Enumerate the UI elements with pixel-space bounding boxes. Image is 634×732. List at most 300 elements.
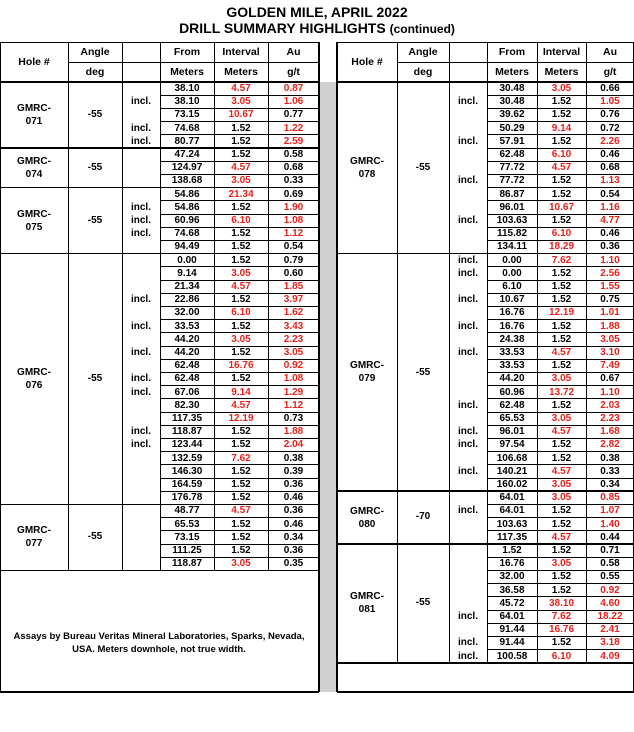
from-value: 146.30 (171, 465, 203, 477)
column-rule (336, 42, 337, 692)
incl-label: incl. (130, 320, 151, 332)
from-value: 97.54 (499, 439, 525, 451)
header-au-unit: g/t (287, 66, 300, 78)
from-value: 94.49 (174, 241, 200, 253)
from-value: 160.02 (496, 479, 528, 490)
from-value: 44.20 (174, 333, 200, 345)
interval-value: 1.52 (231, 135, 251, 147)
interval-value: 3.05 (231, 267, 251, 279)
from-value: 44.20 (499, 373, 525, 385)
from-value: 39.62 (499, 109, 525, 121)
interval-value: 21.34 (228, 188, 254, 200)
hole-angle: -55 (415, 597, 431, 608)
interval-value: 1.52 (551, 135, 572, 147)
header-from: From (498, 46, 526, 58)
interval-value: 3.05 (551, 492, 572, 504)
header-au: Au (286, 46, 301, 58)
title-line-2-main: DRILL SUMMARY HIGHLIGHTS (179, 20, 386, 36)
from-value: 117.35 (171, 413, 203, 424)
header-interval-unit: Meters (224, 66, 258, 78)
incl-label: incl. (130, 439, 151, 451)
from-value: 0.00 (502, 267, 522, 279)
from-value: 33.53 (499, 347, 525, 358)
au-value: 1.12 (283, 399, 304, 411)
hole-id: GMRC- 079 (350, 360, 384, 385)
interval-value: 3.05 (551, 413, 572, 424)
from-value: 140.21 (496, 465, 528, 477)
column-rule (160, 42, 161, 570)
incl-label: incl. (457, 294, 478, 306)
au-value: 0.75 (600, 294, 620, 306)
interval-value: 1.52 (551, 399, 572, 411)
column-rule (487, 42, 488, 663)
au-value: 2.04 (283, 439, 304, 451)
from-value: 73.15 (174, 531, 200, 543)
interval-value: 16.76 (228, 360, 254, 372)
interval-value: 1.52 (551, 267, 572, 279)
from-value: 96.01 (499, 201, 525, 213)
interval-value: 3.05 (551, 83, 572, 94)
from-value: 164.59 (171, 479, 203, 490)
from-value: 64.01 (499, 492, 525, 504)
title-line-1: GOLDEN MILE, APRIL 2022 (226, 4, 408, 20)
au-value: 2.41 (600, 624, 620, 636)
from-value: 30.48 (499, 83, 525, 94)
interval-value: 3.05 (231, 96, 251, 108)
au-value: 0.36 (283, 479, 304, 490)
interval-value: 7.62 (551, 611, 572, 622)
interval-value: 1.52 (551, 360, 572, 372)
from-value: 62.48 (174, 360, 200, 372)
header-au: Au (603, 46, 617, 58)
from-value: 0.00 (177, 254, 197, 266)
from-value: 74.68 (174, 122, 200, 134)
incl-label: incl. (130, 201, 151, 213)
au-value: 0.68 (283, 162, 304, 174)
from-value: 82.30 (174, 399, 200, 411)
au-value: 0.36 (283, 545, 304, 556)
hole-id: GMRC- 076 (17, 366, 51, 391)
incl-label: incl. (457, 175, 478, 187)
from-value: 73.15 (174, 109, 200, 121)
incl-label: incl. (130, 373, 151, 385)
header-angle: Angle (80, 46, 110, 58)
au-value: 3.10 (600, 347, 620, 358)
au-value: 3.05 (600, 333, 620, 345)
header-angle-unit: deg (413, 66, 433, 78)
from-value: 45.72 (499, 597, 525, 609)
au-value: 0.46 (283, 518, 304, 530)
from-value: 21.34 (174, 281, 200, 292)
report-title (0, 4, 634, 37)
interval-value: 16.76 (548, 624, 575, 636)
interval-value: 1.52 (231, 492, 251, 504)
row-rule (397, 62, 634, 63)
au-value: 1.88 (283, 426, 304, 438)
au-value: 1.16 (600, 201, 620, 213)
from-value: 106.68 (496, 452, 528, 464)
hole-angle: -55 (415, 162, 431, 173)
incl-label: incl. (130, 347, 151, 358)
header-interval-unit: Meters (544, 66, 579, 78)
from-value: 47.24 (174, 149, 200, 160)
header-hole: Hole # (18, 56, 50, 68)
interval-value: 3.05 (551, 479, 572, 490)
from-value: 124.97 (171, 162, 203, 174)
from-value: 176.78 (171, 492, 203, 504)
incl-label: incl. (457, 505, 478, 517)
hole-angle: -55 (87, 162, 103, 173)
au-value: 1.88 (600, 320, 620, 332)
from-value: 80.77 (174, 135, 200, 147)
from-value: 24.38 (499, 333, 525, 345)
au-value: 18.22 (597, 611, 623, 622)
au-value: 1.90 (283, 201, 304, 213)
from-value: 64.01 (499, 611, 525, 622)
from-value: 33.53 (174, 320, 200, 332)
au-value: 1.06 (283, 96, 304, 108)
interval-value: 4.57 (231, 162, 251, 174)
interval-value: 12.19 (228, 413, 254, 424)
interval-value: 1.52 (551, 637, 572, 649)
row-rule (68, 62, 319, 63)
row-rule (337, 691, 634, 692)
incl-label: incl. (457, 96, 478, 108)
au-value: 0.87 (283, 83, 304, 94)
interval-value: 9.14 (551, 122, 572, 134)
from-value: 91.44 (499, 637, 525, 649)
interval-value: 1.52 (231, 254, 251, 266)
interval-value: 4.57 (551, 162, 572, 174)
interval-value: 1.52 (231, 347, 251, 358)
interval-value: 1.52 (231, 122, 251, 134)
au-value: 1.01 (600, 307, 620, 319)
au-value: 0.36 (600, 241, 620, 253)
column-rule (397, 42, 398, 663)
au-value: 4.09 (600, 650, 620, 662)
incl-label: incl. (457, 426, 478, 438)
interval-value: 3.05 (551, 373, 572, 385)
from-value: 62.48 (499, 399, 525, 411)
au-value: 0.54 (600, 188, 620, 200)
incl-label: incl. (130, 228, 151, 240)
from-value: 38.10 (174, 83, 200, 94)
incl-label: incl. (457, 465, 478, 477)
interval-value: 1.52 (231, 149, 251, 160)
interval-value: 4.57 (551, 465, 572, 477)
au-value: 0.79 (283, 254, 304, 266)
interval-value: 1.52 (231, 518, 251, 530)
incl-label: incl. (457, 215, 478, 226)
interval-value: 4.57 (231, 399, 251, 411)
from-value: 38.10 (174, 96, 200, 108)
au-value: 2.82 (600, 439, 620, 451)
from-value: 115.82 (496, 228, 528, 240)
from-value: 10.67 (499, 294, 525, 306)
interval-value: 1.52 (551, 294, 572, 306)
from-value: 44.20 (174, 347, 200, 358)
hole-id: GMRC- 080 (350, 505, 384, 530)
interval-value: 3.05 (231, 175, 251, 187)
interval-value: 1.52 (551, 215, 572, 226)
incl-label: incl. (457, 650, 478, 662)
interval-value: 1.52 (231, 320, 251, 332)
au-value: 1.29 (283, 386, 304, 398)
interval-value: 3.05 (551, 558, 572, 570)
interval-value: 4.57 (231, 83, 251, 94)
au-value: 1.10 (600, 386, 620, 398)
au-value: 1.55 (600, 281, 620, 292)
column-rule (449, 42, 450, 663)
au-value: 3.05 (283, 347, 304, 358)
incl-label: incl. (130, 386, 151, 398)
incl-label: incl. (457, 347, 478, 358)
au-value: 1.13 (600, 175, 620, 187)
interval-value: 1.52 (551, 96, 572, 108)
from-value: 22.86 (174, 294, 200, 306)
from-value: 54.86 (174, 188, 200, 200)
interval-value: 9.14 (231, 386, 251, 398)
from-value: 96.01 (499, 426, 525, 438)
interval-value: 4.57 (231, 505, 251, 517)
interval-value: 38.10 (548, 597, 575, 609)
au-value: 1.12 (283, 228, 304, 240)
hole-angle: -55 (87, 214, 103, 226)
interval-value: 1.52 (551, 439, 572, 451)
interval-value: 1.52 (231, 228, 251, 240)
row-rule (337, 42, 634, 43)
assay-note: Assays by Bureau Veritas Mineral Laboratories, Sparks, Nevada, USA. Meters downhole, not true width. (13, 631, 305, 655)
interval-value: 1.52 (551, 505, 572, 517)
from-value: 134.11 (496, 241, 528, 253)
interval-value: 1.52 (551, 545, 572, 556)
from-value: 16.76 (499, 307, 525, 319)
au-value: 1.40 (600, 518, 620, 530)
hole-angle: -55 (87, 372, 103, 384)
au-value: 0.58 (283, 149, 304, 160)
au-value: 0.72 (600, 122, 620, 134)
au-value: 0.67 (600, 373, 620, 385)
interval-value: 12.19 (548, 307, 575, 319)
title-continued: (continued) (389, 22, 455, 36)
interval-value: 1.52 (551, 281, 572, 292)
from-value: 30.48 (499, 96, 525, 108)
au-value: 4.60 (600, 597, 620, 609)
au-value: 3.43 (283, 320, 304, 332)
au-value: 2.23 (283, 333, 304, 345)
from-value: 36.58 (499, 584, 525, 596)
au-value: 1.07 (600, 505, 620, 517)
au-value: 3.97 (283, 294, 304, 306)
from-value: 9.14 (177, 267, 197, 279)
from-value: 60.96 (174, 215, 200, 226)
au-value: 3.18 (600, 637, 620, 649)
from-value: 77.72 (499, 162, 525, 174)
column-gap (319, 82, 337, 692)
drill-summary-table (0, 42, 634, 692)
column-rule (0, 42, 1, 692)
interval-value: 4.57 (551, 531, 572, 543)
interval-value: 6.10 (231, 307, 251, 319)
interval-value: 1.52 (551, 320, 572, 332)
au-value: 4.77 (600, 215, 620, 226)
au-value: 0.85 (600, 492, 620, 504)
au-value: 0.54 (283, 241, 304, 253)
row-rule (0, 691, 319, 692)
interval-value: 6.10 (551, 650, 572, 662)
column-rule (537, 42, 538, 663)
au-value: 0.38 (283, 452, 304, 464)
au-value: 0.33 (600, 465, 620, 477)
interval-value: 6.10 (231, 215, 251, 226)
au-value: 0.55 (600, 571, 620, 583)
au-value: 0.33 (283, 175, 304, 187)
incl-label: incl. (457, 254, 478, 266)
interval-value: 3.05 (231, 333, 251, 345)
header-interval: Interval (542, 46, 581, 58)
from-value: 100.58 (496, 650, 528, 662)
from-value: 65.53 (174, 518, 200, 530)
from-value: 118.87 (171, 558, 203, 570)
from-value: 118.87 (171, 426, 203, 438)
au-value: 2.23 (600, 413, 620, 424)
interval-value: 3.05 (231, 558, 251, 570)
hole-angle: -55 (87, 531, 103, 543)
hole-id: GMRC- 081 (350, 591, 384, 616)
au-value: 0.58 (600, 558, 620, 570)
au-value: 0.34 (600, 479, 620, 490)
incl-label: incl. (457, 267, 478, 279)
interval-value: 7.62 (231, 452, 251, 464)
au-value: 0.68 (600, 162, 620, 174)
interval-value: 1.52 (231, 439, 251, 451)
from-value: 117.35 (496, 531, 528, 543)
column-rule (214, 42, 215, 570)
hole-id: GMRC- 078 (350, 155, 384, 180)
header-angle: Angle (408, 46, 438, 58)
interval-value: 1.52 (551, 333, 572, 345)
au-value: 1.22 (283, 122, 304, 134)
au-value: 2.59 (283, 135, 304, 147)
incl-label: incl. (130, 215, 151, 226)
from-value: 67.06 (174, 386, 200, 398)
from-value: 33.53 (499, 360, 525, 372)
interval-value: 10.67 (548, 201, 575, 213)
hole-angle: -55 (415, 366, 431, 378)
au-value: 1.05 (600, 96, 620, 108)
interval-value: 1.52 (551, 571, 572, 583)
header-angle-unit: deg (85, 66, 105, 78)
from-value: 103.63 (496, 518, 528, 530)
au-value: 0.66 (600, 83, 620, 94)
header-from-unit: Meters (495, 66, 529, 78)
header-interval: Interval (222, 46, 260, 58)
hole-angle: -55 (87, 109, 103, 120)
interval-value: 1.52 (231, 201, 251, 213)
column-rule (68, 42, 69, 570)
au-value: 1.68 (600, 426, 620, 438)
au-value: 2.56 (600, 267, 620, 279)
interval-value: 1.52 (231, 545, 251, 556)
incl-label: incl. (457, 611, 478, 622)
au-value: 0.39 (283, 465, 304, 477)
au-value: 0.77 (283, 109, 304, 121)
incl-label: incl. (457, 637, 478, 649)
interval-value: 1.52 (231, 241, 251, 253)
from-value: 1.52 (502, 545, 522, 556)
from-value: 103.63 (496, 215, 528, 226)
au-value: 1.08 (283, 215, 304, 226)
interval-value: 1.52 (231, 479, 251, 490)
interval-value: 1.52 (551, 584, 572, 596)
au-value: 0.36 (283, 505, 304, 517)
hole-id: GMRC- 077 (17, 525, 51, 550)
from-value: 138.68 (171, 175, 203, 187)
hole-id: GMRC- 071 (17, 103, 51, 127)
au-value: 2.03 (600, 399, 620, 411)
column-rule (318, 42, 319, 692)
incl-label: incl. (457, 320, 478, 332)
interval-value: 10.67 (228, 109, 254, 121)
au-value: 0.76 (600, 109, 620, 121)
interval-value: 1.52 (231, 373, 251, 385)
interval-value: 6.10 (551, 228, 572, 240)
title-line-2 (0, 20, 634, 37)
interval-value: 1.52 (231, 465, 251, 477)
from-value: 111.25 (172, 545, 202, 556)
from-value: 32.00 (174, 307, 200, 319)
interval-value: 18.29 (548, 241, 575, 253)
header-from-unit: Meters (170, 66, 204, 78)
row-rule (337, 662, 634, 664)
au-value: 0.60 (283, 267, 304, 279)
from-value: 32.00 (499, 571, 525, 583)
from-value: 65.53 (499, 413, 525, 424)
au-value: 2.26 (600, 135, 620, 147)
incl-label: incl. (130, 426, 151, 438)
interval-value: 1.52 (231, 531, 251, 543)
from-value: 48.77 (174, 505, 200, 517)
from-value: 16.76 (499, 320, 525, 332)
from-value: 123.44 (171, 439, 203, 451)
interval-value: 4.57 (231, 281, 251, 292)
hole-id: GMRC- 075 (17, 208, 51, 233)
incl-label: incl. (130, 122, 151, 134)
header-from: From (173, 46, 201, 58)
au-value: 0.92 (283, 360, 304, 372)
incl-label: incl. (457, 135, 478, 147)
from-value: 91.44 (499, 624, 525, 636)
au-value: 0.46 (600, 149, 620, 160)
incl-label: incl. (130, 96, 151, 108)
incl-label: incl. (130, 294, 151, 306)
interval-value: 1.52 (551, 188, 572, 200)
au-value: 1.85 (283, 281, 304, 292)
from-value: 74.68 (174, 228, 200, 240)
from-value: 62.48 (499, 149, 525, 160)
interval-value: 7.62 (551, 254, 572, 266)
interval-value: 13.72 (548, 386, 575, 398)
au-value: 0.92 (600, 584, 620, 596)
from-value: 54.86 (174, 201, 200, 213)
from-value: 50.29 (499, 122, 525, 134)
au-value: 0.71 (600, 545, 620, 556)
from-value: 6.10 (502, 281, 522, 292)
interval-value: 1.52 (551, 452, 572, 464)
from-value: 86.87 (499, 188, 525, 200)
from-value: 0.00 (502, 254, 522, 266)
incl-label: incl. (457, 439, 478, 451)
